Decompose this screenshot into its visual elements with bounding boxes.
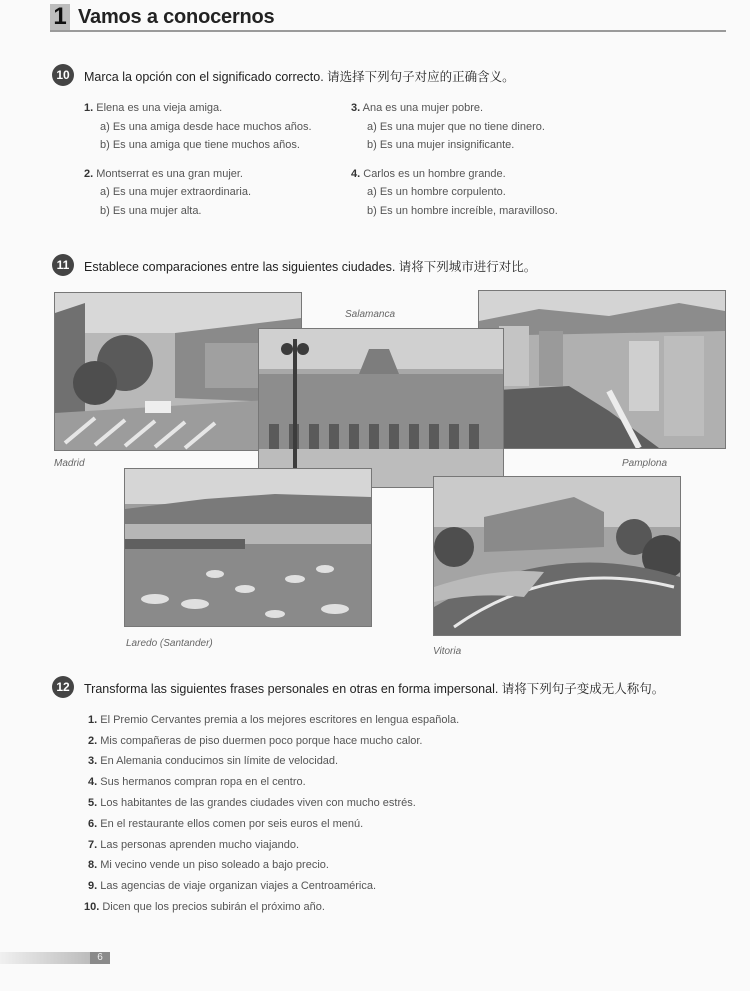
- ex10-item-2-option-a[interactable]: a) Es una mujer extraordinaria.: [100, 186, 252, 198]
- ex12-sentence-10: 10. Dicen que los precios subirán el próximo año.: [84, 901, 325, 913]
- unit-number-badge: 1: [50, 4, 70, 30]
- unit-title: Vamos a conocernos: [78, 6, 275, 28]
- ex10-item-3-option-b[interactable]: b) Es una mujer insignificante.: [367, 139, 515, 151]
- header-divider: [50, 30, 726, 32]
- vitoria-caption: Vitoria: [433, 646, 462, 657]
- ex12-sentence-9: 9. Las agencias de viaje organizan viajes a Centroamérica.: [88, 880, 377, 892]
- ex10-item-4-option-a[interactable]: a) Es un hombre corpulento.: [367, 186, 506, 198]
- ex10-item-3: 3. Ana es una mujer pobre.: [351, 102, 484, 114]
- madrid-caption: Madrid: [54, 458, 85, 469]
- ex12-sentence-5: 5. Los habitantes de las grandes ciudades viven con mucho estrés.: [88, 797, 416, 809]
- exercise-10-title: Marca la opción con el significado correcto. 请选择下列句子对应的正确含义。: [84, 70, 515, 84]
- ex12-sentence-1: 1. El Premio Cervantes premia a los mejores escritores en lengua española.: [88, 714, 460, 726]
- ex10-item-3-option-a[interactable]: a) Es una mujer que no tiene dinero.: [367, 121, 545, 133]
- ex12-sentence-2: 2. Mis compañeras de piso duermen poco porque hace mucho calor.: [88, 735, 423, 747]
- laredo-photo: [124, 468, 372, 627]
- pamplona-photo: [478, 290, 726, 449]
- ex10-item-2-option-b[interactable]: b) Es una mujer alta.: [100, 205, 202, 217]
- ex12-sentence-8: 8. Mi vecino vende un piso soleado a bajo precio.: [88, 859, 329, 871]
- laredo-caption: Laredo (Santander): [126, 638, 213, 649]
- exercise-12-badge: 12: [52, 676, 74, 698]
- vitoria-photo: [433, 476, 681, 636]
- exercise-11-badge: 11: [52, 254, 74, 276]
- page-number: 6: [90, 952, 110, 964]
- exercise-12-title: Transforma las siguientes frases personales en otras en forma impersonal. 请将下列句子变成无人称句。: [84, 682, 665, 696]
- salamanca-photo: [258, 328, 504, 488]
- ex12-sentence-7: 7. Las personas aprenden mucho viajando.: [88, 839, 299, 851]
- ex12-sentence-6: 6. En el restaurante ellos comen por seis euros el menú.: [88, 818, 364, 830]
- ex10-item-1: 1. Elena es una vieja amiga.: [84, 102, 223, 114]
- ex10-item-1-option-a[interactable]: a) Es una amiga desde hace muchos años.: [100, 121, 312, 133]
- ex10-item-1-option-b[interactable]: b) Es una amiga que tiene muchos años.: [100, 139, 300, 151]
- ex10-item-2: 2. Montserrat es una gran mujer.: [84, 168, 243, 180]
- pamplona-caption: Pamplona: [622, 458, 668, 469]
- ex12-sentence-3: 3. En Alemania conducimos sin límite de velocidad.: [88, 755, 339, 767]
- ex10-item-4: 4. Carlos es un hombre grande.: [351, 168, 506, 180]
- ex10-item-4-option-b[interactable]: b) Es un hombre increíble, maravilloso.: [367, 205, 558, 217]
- exercise-11-title: Establece comparaciones entre las siguientes ciudades. 请将下列城市进行对比。: [84, 260, 537, 274]
- footer-bar: [0, 952, 90, 964]
- ex12-sentence-4: 4. Sus hermanos compran ropa en el centro.: [88, 776, 306, 788]
- salamanca-caption: Salamanca: [345, 309, 396, 320]
- exercise-10-badge: 10: [52, 64, 74, 86]
